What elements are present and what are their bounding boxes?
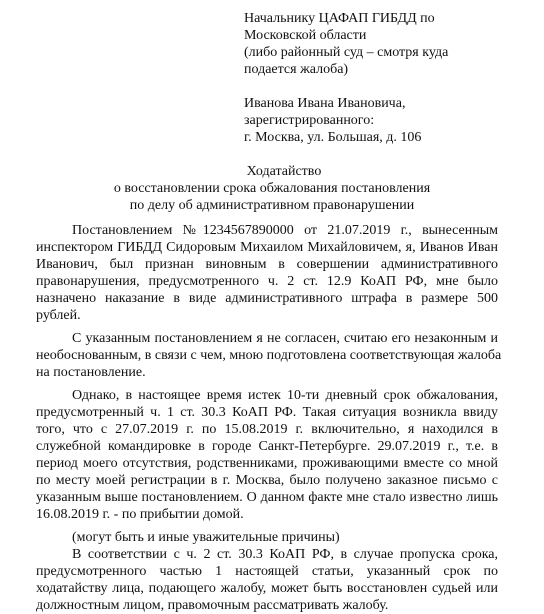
- body-line: указанным выше постановлением. О данном факте мне стало известно лишь: [36, 490, 498, 505]
- document-body: [36, 222, 502, 614]
- title-line: Ходатайство: [246, 164, 322, 179]
- title-line: о восстановлении срока обжалования постановления: [113, 181, 431, 196]
- body-line: Постановлением №1234567890000 от 21.07.2019 г., вынесенным: [72, 223, 498, 238]
- document-title: [0, 163, 544, 214]
- body-line: служебной командировке в городе Санкт-Петербурге. 29.07.2019 г., т.е. в: [36, 439, 498, 454]
- title-line: по делу об административном правонарушении: [129, 198, 415, 213]
- body-line: 16.08.2019 г. - по прибытии домой.: [36, 507, 244, 522]
- body-line: по месту моей регистрации в г. Москва, было получено заказное письмо с: [36, 473, 498, 488]
- body-line: С указанным постановлением я не согласен, считаю его незаконным и: [72, 331, 498, 346]
- recipient-line: подается жалоба): [244, 62, 349, 77]
- body-line: предусмотренного частью 1 настоящей статьи, указанный срок по: [36, 564, 498, 579]
- body-line: предусмотренный ч. 1 ст. 30.3 КоАП РФ. Такая ситуация возникла ввиду: [36, 405, 498, 420]
- sender-address: г. Москва, ул. Большая, д. 106: [244, 130, 422, 145]
- body-line: назначено наказание в виде административного штрафа в размере 500: [36, 291, 498, 306]
- body-note: (могут быть и иные уважительные причины): [72, 530, 340, 545]
- body-line: Однако, в настоящее время истек 10-ти дневный срок обжалования,: [72, 388, 498, 403]
- body-line: должностным лицом, правомочным рассматривать жалобу.: [36, 598, 389, 613]
- body-line: ходатайству лица, подающего жалобу, может быть восстановлен судьей или: [36, 581, 498, 596]
- body-line: на постановление.: [36, 365, 146, 380]
- sender-line: зарегистрированного:: [244, 113, 375, 128]
- recipient-line: Московской области: [244, 28, 367, 43]
- body-line: Иванович, был признан виновным в совершении административного: [36, 257, 498, 272]
- body-line: того, что с 27.07.2019 г. по 15.08.2019 г. включительно, я находился в: [36, 422, 498, 437]
- recipient-line: (либо районный суд – смотря куда: [244, 45, 449, 60]
- spacer: [244, 78, 534, 95]
- recipient-line: Начальнику ЦАФАП ГИБДД по: [244, 11, 435, 26]
- body-line: необоснованным, в связи с чем, мною подготовлена соответствующая жалоба: [36, 348, 502, 363]
- body-line: рублей.: [36, 308, 81, 323]
- sender-name: Иванова Ивана Ивановича,: [244, 96, 406, 111]
- body-line: правонарушения, предусмотренного ч. 2 ст. 12.9 КоАП РФ, мне было: [36, 274, 498, 289]
- body-line: инспектором ГИБДД Сидоровым Михаилом Михайловичем, я, Иванов Иван: [36, 240, 498, 255]
- body-line: В соответствии с ч. 2 ст. 30.3 КоАП РФ, в случае пропуска срока,: [72, 547, 498, 562]
- addressee-block: [244, 10, 534, 146]
- body-line: период моего отсутствия, родственниками, проживающими вместе со мной: [36, 456, 498, 471]
